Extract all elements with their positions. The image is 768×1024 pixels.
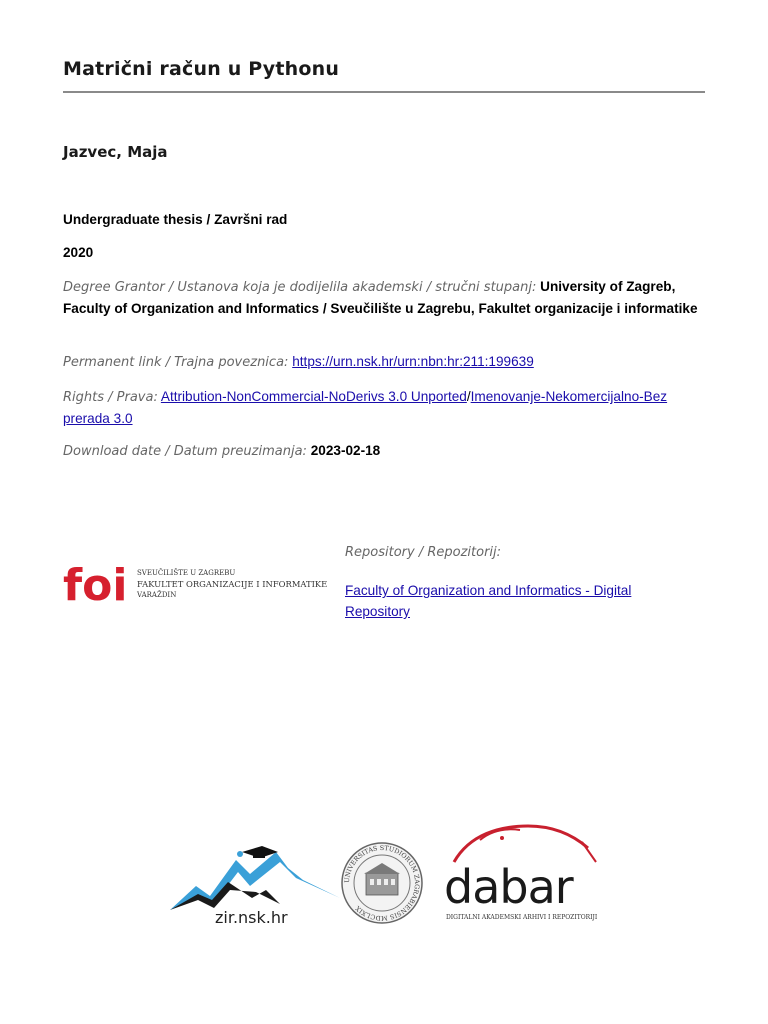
dabar-subtitle: DIGITALNI AKADEMSKI ARHIVI I REPOZITORIJI [446, 914, 598, 921]
permanent-link [63, 351, 705, 373]
foi-line-university: SVEUČILIŠTE U ZAGREBU [137, 569, 236, 577]
download-date-value: 2023-02-18 [310, 443, 381, 458]
license-link-hr[interactable]: Imenovanje-Nekomercijalno-Bez prerada 3.0 [63, 389, 668, 426]
author-name: Jazvec, Maja [63, 143, 168, 161]
foi-wordmark: foi [63, 560, 128, 605]
download-date-label: Download date / Datum preuzimanja: [63, 444, 307, 459]
repository-label: Repository / Repozitorij: [345, 545, 502, 560]
document-title: Matrični račun u Pythonu [63, 58, 340, 80]
seal-text-path: UNIVERSITAS STUDIORUM ZAGRABIENSIS MDCLXIX [342, 843, 422, 923]
license-separator: / [466, 389, 471, 404]
foi-institution-text [137, 568, 327, 601]
degree-grantor-value: University of Zagreb, Faculty of Organization and Informatics / Sveučilište u Zagrebu, Fakultet organizacije i informatike [63, 279, 698, 316]
foi-logo [63, 555, 137, 605]
thesis-type: Undergraduate thesis / Završni rad [63, 212, 288, 227]
rights-label: Rights / Prava: [63, 390, 158, 405]
dabar-wordmark: dabar [444, 860, 573, 914]
foi-line-faculty: FAKULTET ORGANIZACIJE I INFORMATIKE [137, 579, 328, 589]
permanent-link-label: Permanent link / Trajna poveznica: [63, 355, 289, 370]
repository-link[interactable]: Faculty of Organization and Informatics - Digital Repository [345, 583, 632, 619]
foi-line-city: VARAŽDIN [137, 591, 177, 599]
rights [63, 386, 705, 429]
degree-grantor-label: Degree Grantor / Ustanova koja je dodijelila akademski / stručni stupanj: [63, 280, 537, 295]
license-link-en[interactable]: Attribution-NonCommercial-NoDerivs 3.0 Unported [160, 389, 467, 404]
university-seal [340, 841, 424, 925]
degree-grantor [63, 276, 705, 319]
zir-label: zir.nsk.hr [215, 908, 288, 927]
thesis-year: 2020 [63, 245, 94, 260]
download-date [63, 440, 705, 462]
zir-logo-mark [168, 838, 343, 916]
title-divider [63, 91, 705, 93]
permanent-link-url[interactable]: https://urn.nsk.hr/urn:nbn:hr:211:199639 [292, 354, 534, 369]
